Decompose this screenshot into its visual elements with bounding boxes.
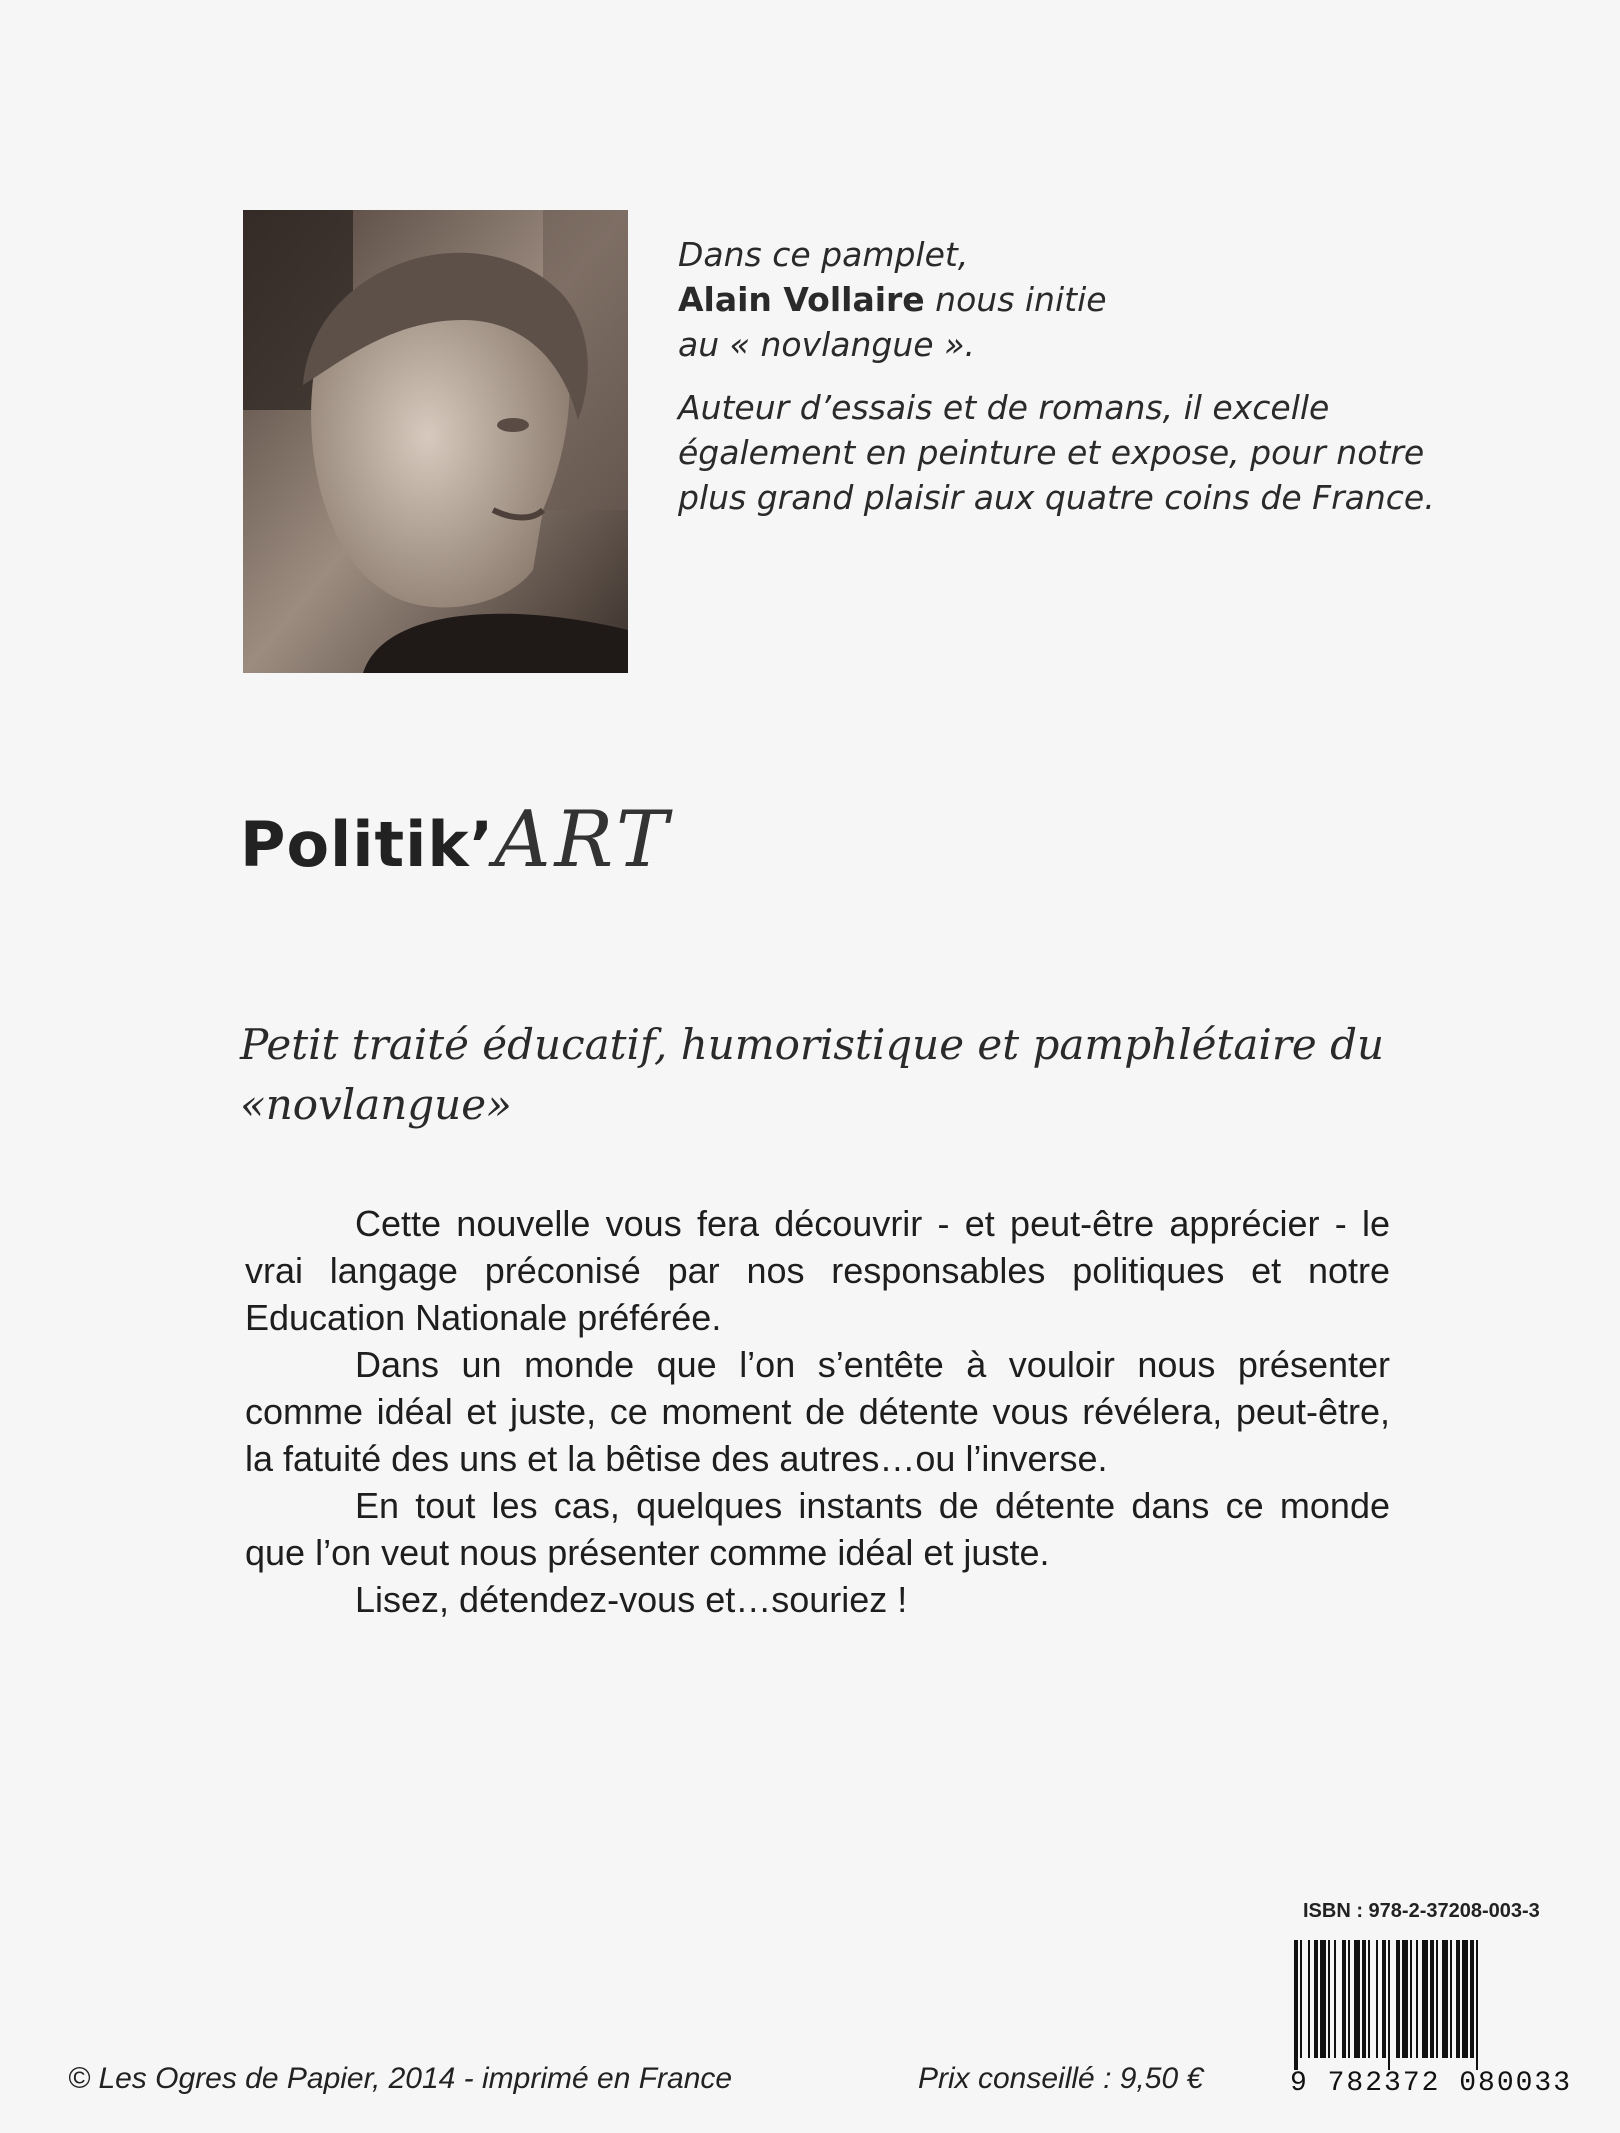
barcode-bars bbox=[1290, 1940, 1600, 2070]
barcode bbox=[1290, 1940, 1600, 2100]
author-name: Alain Vollaire bbox=[678, 280, 925, 319]
intro-paragraph-1 bbox=[678, 232, 1438, 367]
intro-paragraph-2: Auteur d’essais et de romans, il excelle également en peinture et expose, pour notre plus grand plaisir aux quatre coins de France. bbox=[678, 388, 1435, 517]
recommended-price: Prix conseillé : 9,50 € bbox=[918, 2062, 1204, 2095]
title-part-1: Politik’ bbox=[240, 808, 495, 881]
barcode-digits: 9 782372 080033 bbox=[1290, 2068, 1573, 2099]
author-photo bbox=[243, 210, 628, 673]
intro-line-3: au « novlangue ». bbox=[678, 325, 975, 364]
title-part-2: ART bbox=[494, 795, 672, 885]
copyright-notice: © Les Ogres de Papier, 2014 - imprimé en France bbox=[68, 2062, 733, 2095]
intro-line-2: nous initie bbox=[924, 280, 1107, 319]
book-title bbox=[240, 795, 672, 895]
blurb-paragraph: Dans un monde que l’on s’entête à vouloir nous présenter comme idéal et juste, ce moment de détente vous révélera, peut-être, la fatuité des uns et la bêtise des autres…ou l’inverse. bbox=[245, 1344, 1390, 1479]
author-intro bbox=[678, 232, 1438, 538]
isbn-label: ISBN : 978-2-37208-003-3 bbox=[1303, 1900, 1540, 1922]
blurb-paragraph: Cette nouvelle vous fera découvrir - et peut-être apprécier - le vrai langage préconisé par nos responsables politiques et notre Education Nationale préférée. bbox=[245, 1203, 1390, 1338]
intro-line-1: Dans ce pamplet, bbox=[678, 235, 969, 274]
blurb-paragraph: En tout les cas, quelques instants de détente dans ce monde que l’on veut nous présenter comme idéal et juste. bbox=[245, 1485, 1390, 1573]
blurb bbox=[245, 1200, 1390, 1623]
blurb-paragraph: Lisez, détendez-vous et…souriez ! bbox=[355, 1579, 908, 1620]
book-subtitle: Petit traité éducatif, humoristique et pamphlétaire du «novlangue» bbox=[240, 1020, 1385, 1129]
